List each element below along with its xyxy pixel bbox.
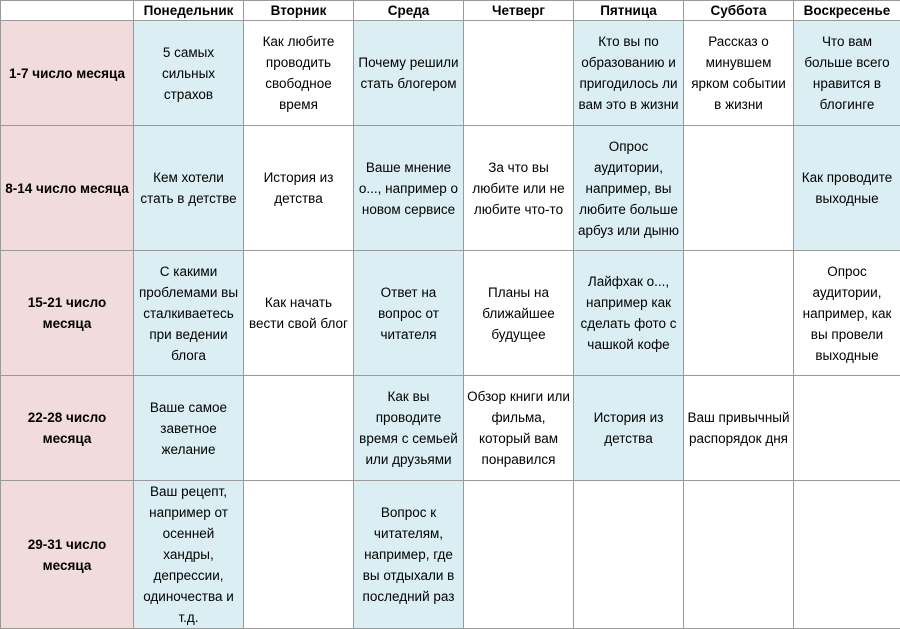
header-row (1, 1, 900, 21)
table-cell (244, 481, 354, 629)
row-label: 8-14 число месяца (1, 126, 134, 251)
table-cell: Вопрос к читателям, например, где вы отдыхали в последний раз (354, 481, 464, 629)
table-cell (464, 21, 574, 126)
table-cell (464, 481, 574, 629)
table-cell: Почему решили стать блогером (354, 21, 464, 126)
table-cell (684, 481, 794, 629)
table-cell (794, 376, 900, 481)
table-cell (574, 481, 684, 629)
table-cell: Как вы проводите время с семьей или друзьями (354, 376, 464, 481)
table-cell: Ваш рецепт, например от осенней хандры, депрессии, одиночества и т.д. (134, 481, 244, 629)
table-cell: История из детства (244, 126, 354, 251)
table-cell: Что вам больше всего нравится в блогинге (794, 21, 900, 126)
table-cell: Ваше мнение о..., например о новом сервисе (354, 126, 464, 251)
day-header-saturday: Суббота (684, 1, 794, 21)
table-cell: Ваше самое заветное желание (134, 376, 244, 481)
table-cell: Рассказ о минувшем ярком событии в жизни (684, 21, 794, 126)
table-cell (684, 251, 794, 376)
corner-cell (1, 1, 134, 21)
day-header-friday: Пятница (574, 1, 684, 21)
table-cell (244, 376, 354, 481)
table-row (1, 376, 900, 481)
table-cell: Как начать вести свой блог (244, 251, 354, 376)
table-cell: Опрос аудитории, например, как вы провели выходные (794, 251, 900, 376)
day-header-sunday: Воскресенье (794, 1, 900, 21)
table-cell: Как любите проводить свободное время (244, 21, 354, 126)
table-cell: За что вы любите или не любите что-то (464, 126, 574, 251)
day-header-wednesday: Среда (354, 1, 464, 21)
table-cell: 5 самых сильных страхов (134, 21, 244, 126)
row-label: 15-21 число месяца (1, 251, 134, 376)
table-cell (794, 481, 900, 629)
table-cell: История из детства (574, 376, 684, 481)
day-header-tuesday: Вторник (244, 1, 354, 21)
table-cell: Лайфхак о..., например как сделать фото с чашкой кофе (574, 251, 684, 376)
table-cell (684, 126, 794, 251)
table-cell: Кем хотели стать в детстве (134, 126, 244, 251)
row-label: 1-7 число месяца (1, 21, 134, 126)
table-cell: Ответ на вопрос от читателя (354, 251, 464, 376)
table-row (1, 251, 900, 376)
table-cell: Планы на ближайшее будущее (464, 251, 574, 376)
table-row (1, 126, 900, 251)
table-row (1, 21, 900, 126)
row-label: 29-31 число месяца (1, 481, 134, 629)
day-header-thursday: Четверг (464, 1, 574, 21)
table-cell: С какими проблемами вы сталкиваетесь при ведении блога (134, 251, 244, 376)
table-row (1, 481, 900, 629)
day-header-monday: Понедельник (134, 1, 244, 21)
table-cell: Как проводите выходные (794, 126, 900, 251)
row-label: 22-28 число месяца (1, 376, 134, 481)
table-cell: Опрос аудитории, например, вы любите больше арбуз или дыню (574, 126, 684, 251)
table-cell: Ваш привычный распорядок дня (684, 376, 794, 481)
table-cell: Кто вы по образованию и пригодилось ли вам это в жизни (574, 21, 684, 126)
table-cell: Обзор книги или фильма, который вам понравился (464, 376, 574, 481)
